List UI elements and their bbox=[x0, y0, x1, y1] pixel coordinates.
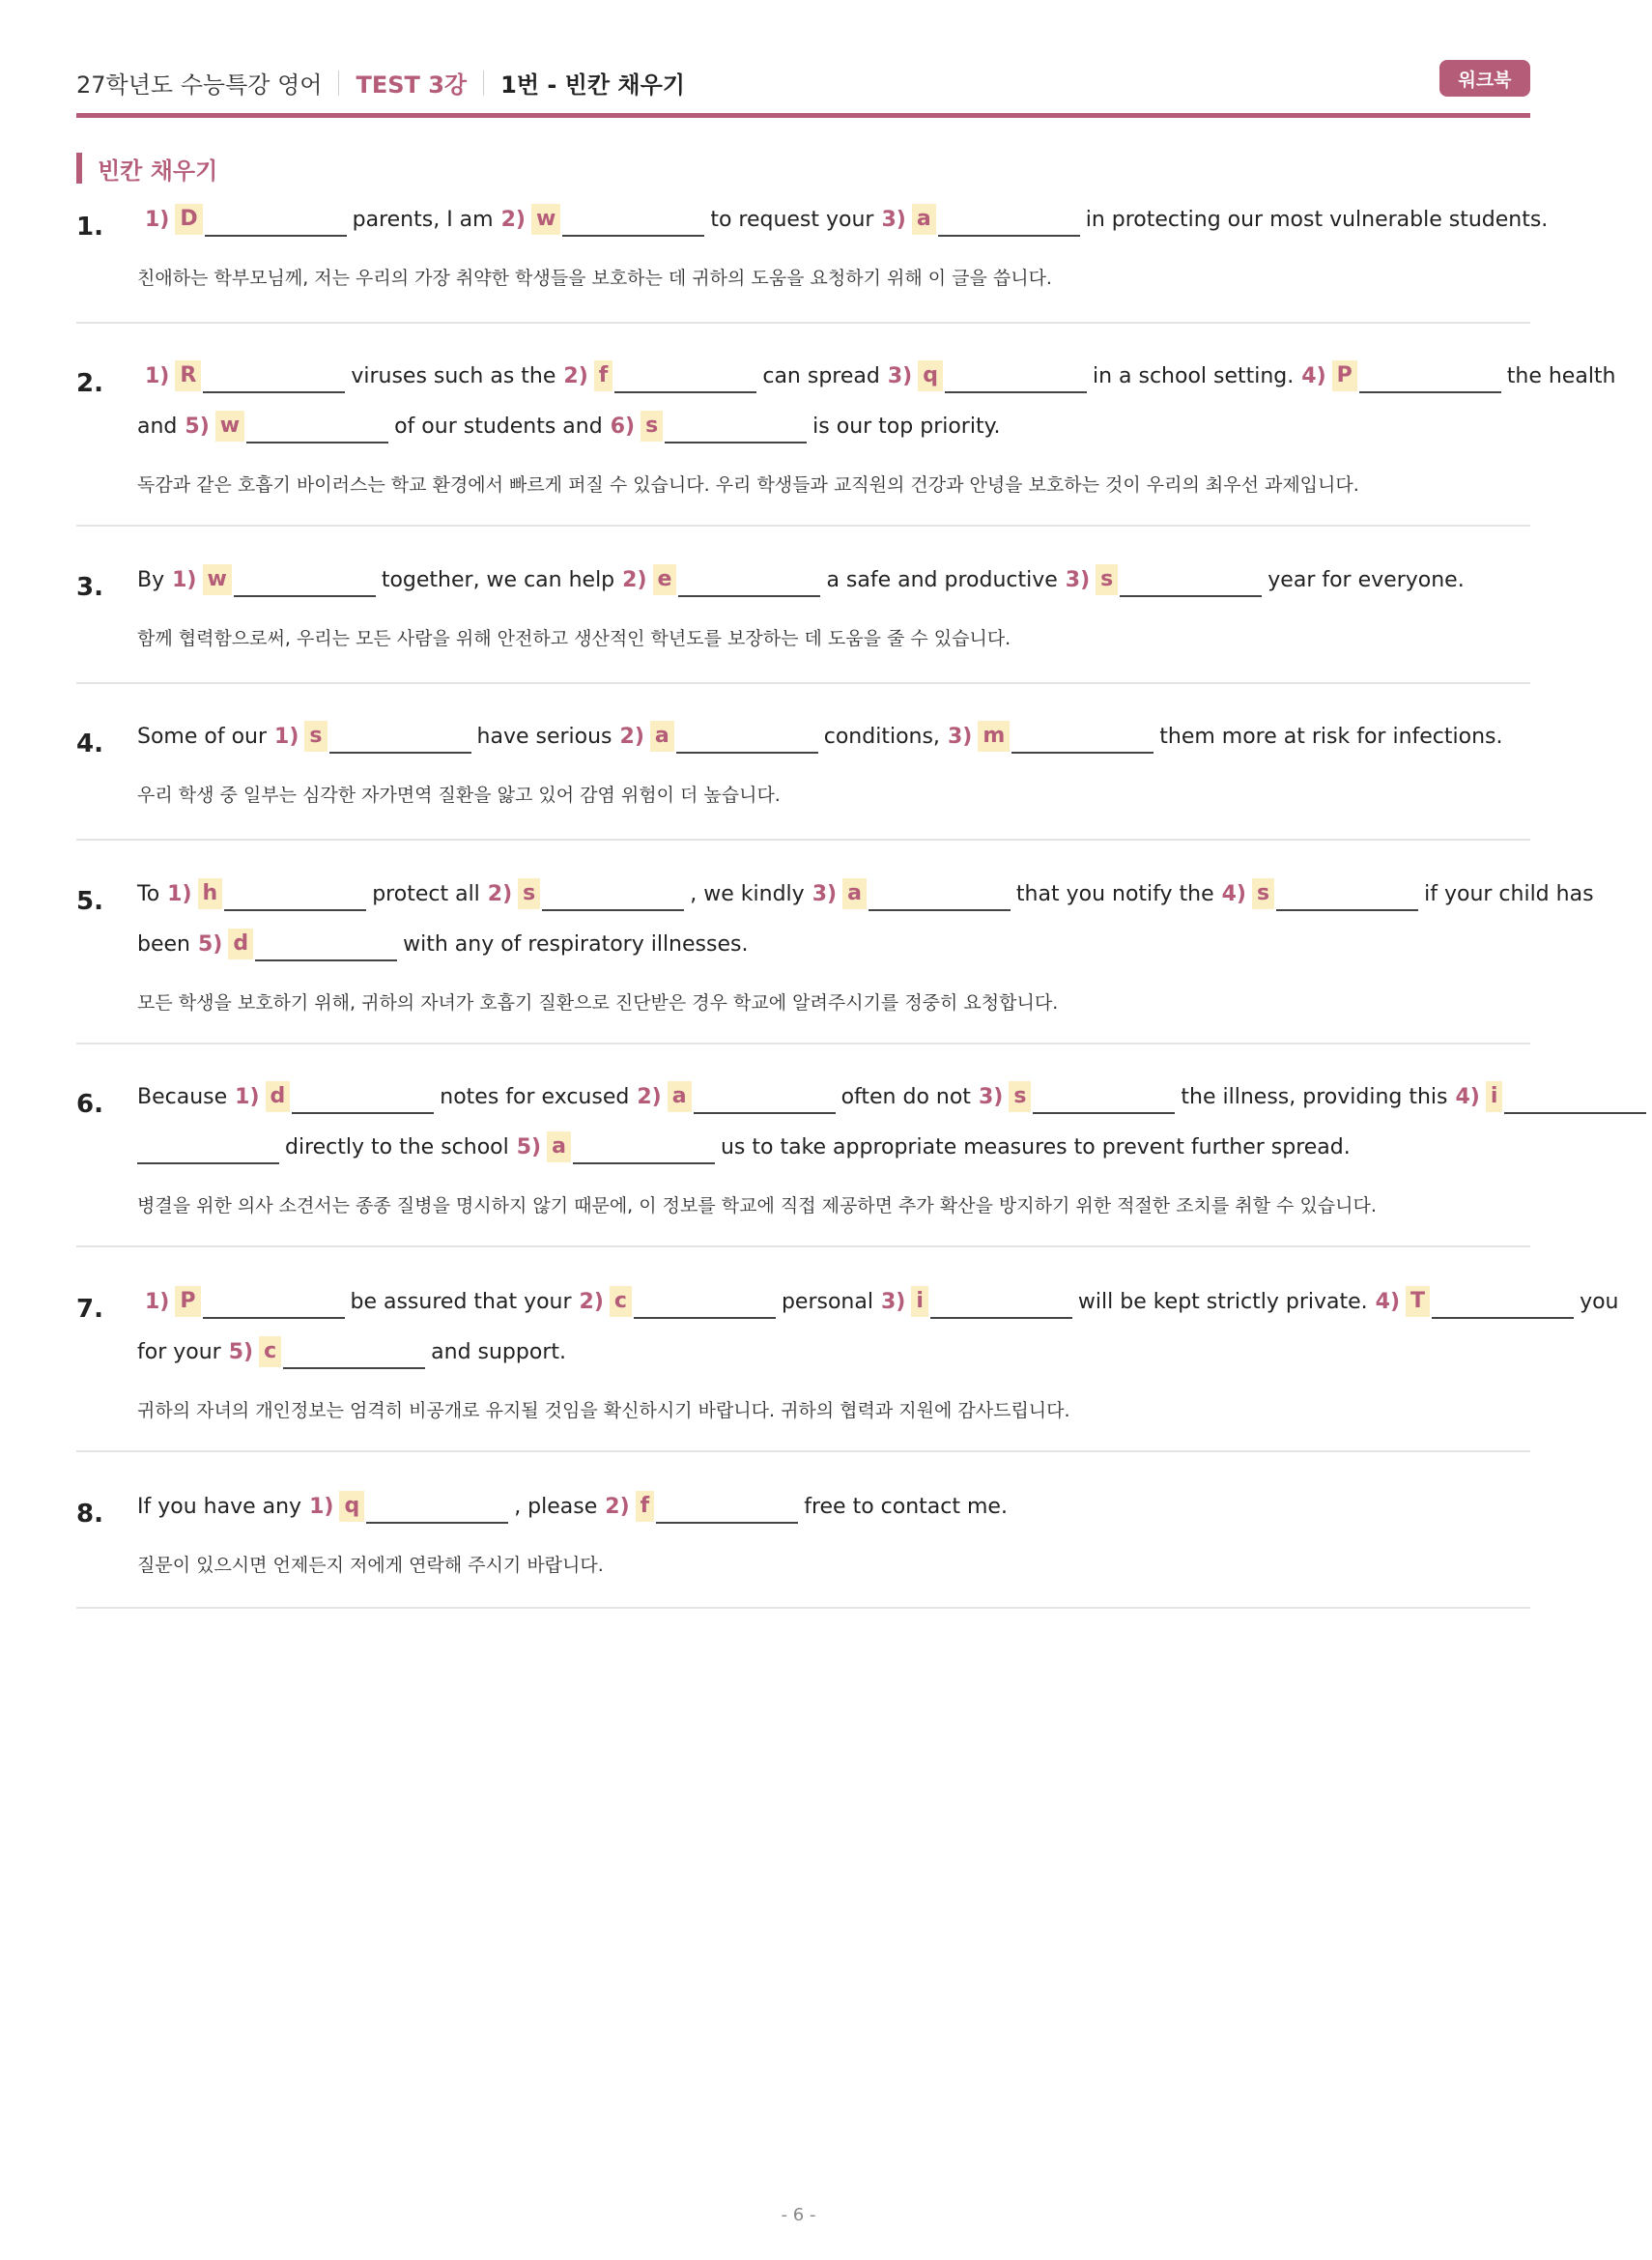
page-title: 1번 - 빈칸 채우기 bbox=[500, 72, 685, 99]
question-item bbox=[76, 198, 1549, 324]
sentence-text: with any of respiratory illnesses. bbox=[403, 932, 749, 957]
sentence-text: notes for excused bbox=[440, 1085, 630, 1109]
blank-hint-letter: s bbox=[304, 721, 327, 752]
blank-number: 2) bbox=[579, 1290, 604, 1314]
sentence-line bbox=[137, 1485, 1008, 1524]
question-number: 2. bbox=[76, 369, 103, 398]
korean-translation: 귀하의 자녀의 개인정보는 엄격히 비공개로 유지될 것임을 확신하시기 바랍니다. 귀하의 협력과 지원에 감사드립니다. bbox=[137, 1400, 1070, 1421]
sentence-text: is our top priority. bbox=[812, 415, 1001, 439]
sentence-text: us to take appropriate measures to prevent further spread. bbox=[720, 1135, 1351, 1159]
sentence-line bbox=[137, 355, 1616, 393]
blank-hint-letter: a bbox=[842, 878, 867, 909]
sentence-text: personal bbox=[781, 1290, 873, 1314]
blank-hint-letter: f bbox=[594, 360, 613, 391]
sentence-line bbox=[137, 1075, 1652, 1114]
blank-number: 4) bbox=[1455, 1085, 1480, 1109]
blank-number: 5) bbox=[228, 1340, 254, 1364]
blank-hint-letter: q bbox=[918, 360, 943, 391]
sentence-text: By bbox=[137, 568, 165, 592]
answer-blank[interactable] bbox=[676, 752, 818, 754]
blank-hint-letter: P bbox=[1332, 360, 1357, 391]
blank-number: 1) bbox=[145, 1290, 170, 1314]
sentence-text: conditions, bbox=[823, 725, 940, 749]
answer-blank[interactable] bbox=[656, 1522, 798, 1524]
answer-blank[interactable] bbox=[255, 959, 397, 961]
korean-translation: 질문이 있으시면 언제든지 저에게 연락해 주시기 바랍니다. bbox=[137, 1555, 604, 1576]
sentence-text: you bbox=[1580, 1290, 1619, 1314]
blank-hint-letter: w bbox=[531, 204, 560, 235]
blank-hint-letter: c bbox=[259, 1336, 281, 1367]
sentence-text: for your bbox=[137, 1340, 221, 1364]
answer-blank[interactable] bbox=[694, 1112, 836, 1114]
sentence-text: the health bbox=[1506, 364, 1616, 388]
blank-number: 3) bbox=[880, 1290, 906, 1314]
blank-hint-letter: P bbox=[175, 1286, 200, 1317]
answer-blank[interactable] bbox=[542, 909, 684, 911]
course-name: 27학년도 수능특강 영어 bbox=[76, 72, 323, 99]
blank-hint-letter: s bbox=[518, 878, 540, 909]
answer-blank[interactable] bbox=[205, 235, 347, 237]
header-divider bbox=[483, 71, 484, 96]
blank-number: 2) bbox=[487, 882, 513, 906]
sentence-text: parents, I am bbox=[352, 208, 494, 232]
sentence-line bbox=[137, 923, 748, 961]
sentence-text: can spread bbox=[762, 364, 880, 388]
sentence-text: them more at risk for infections. bbox=[1159, 725, 1503, 749]
answer-blank[interactable] bbox=[203, 1317, 345, 1319]
sentence-line bbox=[137, 715, 1502, 754]
sentence-text: been bbox=[137, 932, 190, 957]
blank-number: 1) bbox=[145, 208, 170, 232]
blank-hint-letter: s bbox=[1252, 878, 1274, 909]
header-breadcrumb bbox=[76, 66, 685, 100]
blank-hint-letter: T bbox=[1406, 1286, 1430, 1317]
blank-number: 2) bbox=[637, 1085, 662, 1109]
question-number: 4. bbox=[76, 729, 103, 758]
sentence-text: be assured that your bbox=[350, 1290, 572, 1314]
blank-hint-letter: h bbox=[198, 878, 223, 909]
question-item bbox=[76, 558, 1530, 684]
blank-number: 4) bbox=[1375, 1290, 1401, 1314]
answer-blank[interactable] bbox=[573, 1162, 715, 1164]
blank-hint-letter: q bbox=[339, 1491, 364, 1522]
sentence-text: together, we can help bbox=[381, 568, 615, 592]
blank-number: 3) bbox=[812, 882, 838, 906]
answer-blank[interactable] bbox=[329, 752, 471, 754]
blank-hint-letter: a bbox=[650, 721, 674, 752]
sentence-text: and bbox=[137, 415, 178, 439]
sentence-line bbox=[137, 558, 1465, 597]
blank-number: 1) bbox=[309, 1495, 334, 1519]
sentence-text: and support. bbox=[431, 1340, 566, 1364]
blank-number: 1) bbox=[235, 1085, 260, 1109]
answer-blank[interactable] bbox=[1504, 1112, 1646, 1114]
korean-translation: 모든 학생을 보호하기 위해, 귀하의 자녀가 호흡기 질환으로 진단받은 경우 학교에 알려주시기를 정중히 요청합니다. bbox=[137, 992, 1059, 1014]
blank-hint-letter: w bbox=[215, 411, 244, 442]
korean-translation: 친애하는 학부모님께, 저는 우리의 가장 취약한 학생들을 보호하는 데 귀하의 도움을 요청하기 위해 이 글을 씁니다. bbox=[137, 268, 1052, 289]
blank-number: 3) bbox=[978, 1085, 1004, 1109]
blank-hint-letter: c bbox=[610, 1286, 632, 1317]
blank-number: 5) bbox=[197, 932, 223, 957]
blank-number: 2) bbox=[605, 1495, 630, 1519]
answer-blank[interactable] bbox=[366, 1522, 508, 1524]
sentence-text: in a school setting. bbox=[1092, 364, 1295, 388]
answer-blank[interactable] bbox=[562, 235, 704, 237]
sentence-text: free to contact me. bbox=[804, 1495, 1008, 1519]
sentence-text: to request your bbox=[710, 208, 874, 232]
blank-hint-letter: s bbox=[641, 411, 663, 442]
blank-hint-letter: f bbox=[636, 1491, 655, 1522]
sentence-text: will be kept strictly private. bbox=[1077, 1290, 1368, 1314]
korean-translation: 독감과 같은 호흡기 바이러스는 학교 환경에서 빠르게 퍼질 수 있습니다. 우리 학생들과 교직원의 건강과 안녕을 보호하는 것이 우리의 최우선 과제입니다. bbox=[137, 474, 1359, 496]
sentence-text: if your child has bbox=[1424, 882, 1594, 906]
blank-hint-letter: a bbox=[668, 1081, 692, 1112]
korean-translation: 우리 학생 중 일부는 심각한 자가면역 질환을 앓고 있어 감염 위험이 더 높습니다. bbox=[137, 785, 781, 806]
question-item bbox=[76, 715, 1530, 841]
sentence-text: , we kindly bbox=[690, 882, 805, 906]
blank-number: 4) bbox=[1301, 364, 1326, 388]
blank-hint-letter: a bbox=[547, 1131, 571, 1162]
question-number: 8. bbox=[76, 1500, 103, 1529]
answer-blank[interactable] bbox=[1011, 752, 1154, 754]
answer-blank[interactable] bbox=[1033, 1112, 1175, 1114]
blank-hint-letter: s bbox=[1009, 1081, 1031, 1112]
blank-hint-letter: d bbox=[228, 929, 253, 959]
blank-number: 3) bbox=[881, 208, 906, 232]
sentence-text: If you have any bbox=[137, 1495, 302, 1519]
answer-blank[interactable] bbox=[234, 595, 376, 597]
blank-number: 1) bbox=[172, 568, 197, 592]
blank-number: 4) bbox=[1221, 882, 1246, 906]
sentence-text: a safe and productive bbox=[826, 568, 1058, 592]
header-divider bbox=[338, 71, 339, 96]
sentence-text: To bbox=[137, 882, 160, 906]
answer-blank[interactable] bbox=[1432, 1317, 1574, 1319]
blank-hint-letter: i bbox=[911, 1286, 928, 1317]
question-item bbox=[76, 1485, 1530, 1609]
answer-blank[interactable] bbox=[246, 442, 388, 443]
answer-blank[interactable] bbox=[283, 1367, 425, 1369]
answer-blank[interactable] bbox=[678, 595, 820, 597]
blank-hint-letter: d bbox=[266, 1081, 291, 1112]
answer-blank[interactable] bbox=[203, 391, 345, 393]
sentence-line bbox=[137, 1126, 1351, 1164]
sentence-line bbox=[137, 405, 1000, 443]
sentence-text: year for everyone. bbox=[1267, 568, 1465, 592]
sentence-text: have serious bbox=[476, 725, 612, 749]
sentence-text: Some of our bbox=[137, 725, 268, 749]
workbook-badge: 워크북 bbox=[1439, 60, 1530, 97]
question-item bbox=[76, 355, 1616, 527]
blank-hint-letter: a bbox=[912, 204, 936, 235]
sentence-text: that you notify the bbox=[1015, 882, 1214, 906]
answer-blank[interactable] bbox=[292, 1112, 434, 1114]
blank-number: 3) bbox=[947, 725, 973, 749]
answer-blank[interactable] bbox=[945, 391, 1087, 393]
sentence-line bbox=[137, 1330, 566, 1369]
blank-number: 1) bbox=[274, 725, 299, 749]
answer-blank[interactable] bbox=[869, 909, 1011, 911]
sentence-text: directly to the school bbox=[285, 1135, 509, 1159]
blank-number: 2) bbox=[619, 725, 644, 749]
blank-number: 1) bbox=[167, 882, 192, 906]
blank-hint-letter: s bbox=[1096, 564, 1118, 595]
blank-number: 3) bbox=[1065, 568, 1091, 592]
blank-number: 5) bbox=[516, 1135, 542, 1159]
answer-blank[interactable] bbox=[137, 1162, 279, 1164]
sentence-line bbox=[137, 873, 1594, 911]
blank-number: 2) bbox=[563, 364, 588, 388]
sentence-line bbox=[137, 1280, 1619, 1319]
test-label: TEST 3강 bbox=[356, 72, 468, 99]
question-item bbox=[76, 1075, 1530, 1247]
blank-hint-letter: i bbox=[1486, 1081, 1503, 1112]
answer-blank[interactable] bbox=[614, 391, 756, 393]
answer-blank[interactable] bbox=[1120, 595, 1262, 597]
sentence-text: protect all bbox=[372, 882, 480, 906]
page-number: - 6 - bbox=[781, 2205, 816, 2225]
blank-hint-letter: D bbox=[175, 204, 202, 235]
sentence-text: , please bbox=[514, 1495, 598, 1519]
sentence-text: in protecting our most vulnerable students. bbox=[1085, 208, 1549, 232]
blank-number: 1) bbox=[145, 364, 170, 388]
page-header bbox=[76, 60, 1530, 118]
sentence-line bbox=[137, 198, 1548, 237]
question-item bbox=[76, 1280, 1619, 1452]
sentence-text: Because bbox=[137, 1085, 228, 1109]
blank-number: 2) bbox=[500, 208, 526, 232]
question-number: 1. bbox=[76, 213, 103, 242]
answer-blank[interactable] bbox=[224, 909, 366, 911]
question-number: 7. bbox=[76, 1295, 103, 1324]
section-title: 빈칸 채우기 bbox=[76, 153, 217, 184]
blank-number: 6) bbox=[610, 415, 636, 439]
answer-blank[interactable] bbox=[1359, 391, 1501, 393]
blank-hint-letter: e bbox=[653, 564, 677, 595]
sentence-text: the illness, providing this bbox=[1181, 1085, 1448, 1109]
blank-hint-letter: R bbox=[175, 360, 201, 391]
blank-number: 2) bbox=[622, 568, 647, 592]
answer-blank[interactable] bbox=[634, 1317, 776, 1319]
question-number: 3. bbox=[76, 573, 103, 602]
answer-blank[interactable] bbox=[665, 442, 807, 443]
sentence-text: of our students and bbox=[394, 415, 603, 439]
korean-translation: 함께 협력함으로써, 우리는 모든 사람을 위해 안전하고 생산적인 학년도를 보장하는 데 도움을 줄 수 있습니다. bbox=[137, 628, 1011, 649]
question-item bbox=[76, 873, 1594, 1044]
sentence-text: viruses such as the bbox=[351, 364, 556, 388]
blank-number: 3) bbox=[887, 364, 913, 388]
answer-blank[interactable] bbox=[1276, 909, 1418, 911]
sentence-text: often do not bbox=[840, 1085, 971, 1109]
korean-translation: 병결을 위한 의사 소견서는 종종 질병을 명시하지 않기 때문에, 이 정보를 학교에 직접 제공하면 추가 확산을 방지하기 위한 적절한 조치를 취할 수 있습니다. bbox=[137, 1195, 1377, 1216]
blank-number: 5) bbox=[185, 415, 210, 439]
blank-hint-letter: m bbox=[978, 721, 1010, 752]
answer-blank[interactable] bbox=[930, 1317, 1072, 1319]
blank-hint-letter: w bbox=[203, 564, 232, 595]
question-number: 6. bbox=[76, 1090, 103, 1119]
question-number: 5. bbox=[76, 887, 103, 916]
answer-blank[interactable] bbox=[938, 235, 1080, 237]
